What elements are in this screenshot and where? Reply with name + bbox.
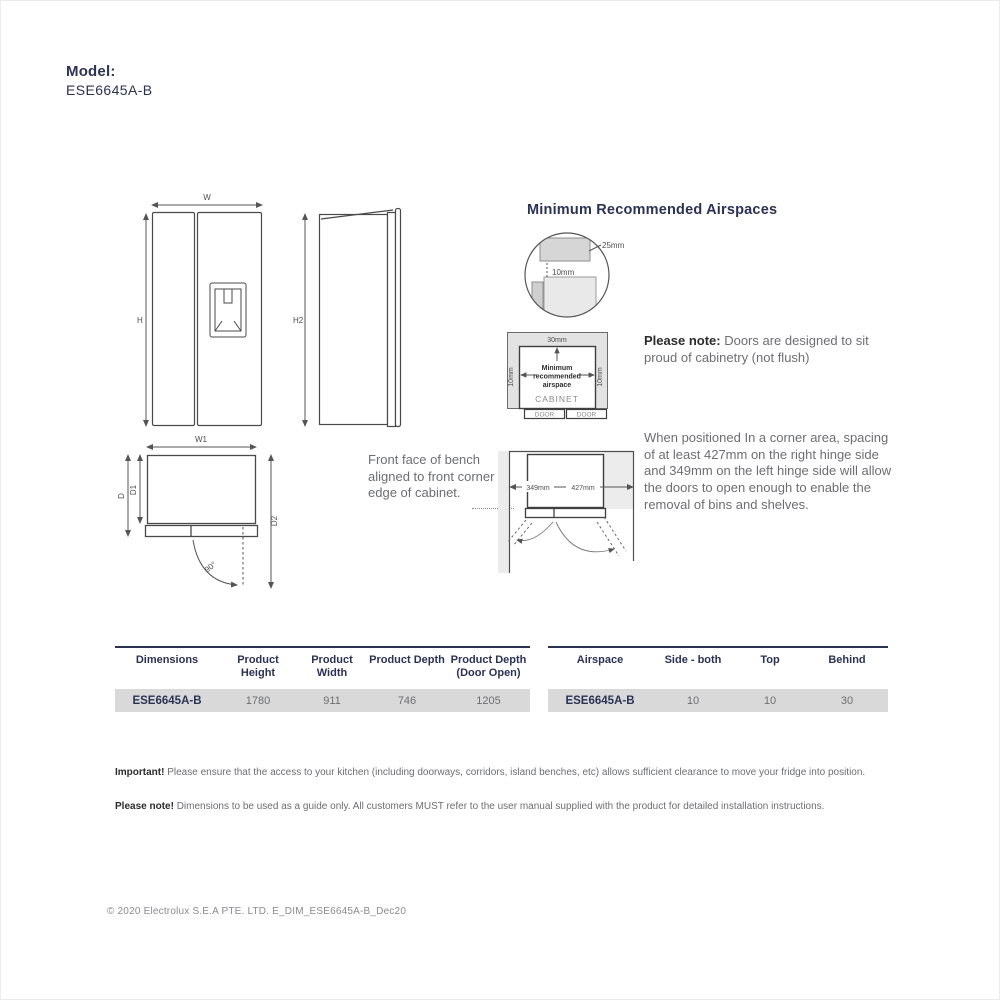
corner-placement-diagram bbox=[496, 443, 648, 600]
cell-height: 1780 bbox=[245, 694, 271, 707]
door-left-label: DOOR bbox=[534, 411, 555, 419]
left-spacing-label: 349mm bbox=[526, 485, 550, 492]
doors-note bbox=[644, 333, 902, 366]
cell-width: 911 bbox=[323, 694, 341, 707]
col-header: Side - both bbox=[664, 654, 722, 666]
depth2-label: D2 bbox=[270, 515, 279, 527]
guide-note bbox=[115, 801, 824, 812]
copyright-footer: © 2020 Electrolux S.E.A PTE. LTD. E_DIM_ESE6645A-B_Dec20 bbox=[107, 906, 407, 917]
col-header: Airspace bbox=[576, 654, 624, 666]
col-header: Product Depth (Door Open) bbox=[450, 654, 527, 679]
guide-text: Dimensions to be used as a guide only. All customers MUST refer to the user manual supplied with the product for detailed installation instructions. bbox=[173, 801, 825, 812]
col-header: Product Height bbox=[237, 654, 279, 679]
top-view-diagram bbox=[115, 433, 290, 603]
important-note bbox=[115, 767, 865, 778]
cabinet-label: CABINET bbox=[535, 394, 579, 404]
col-header: Product Width bbox=[311, 654, 353, 679]
left-wall-fill bbox=[498, 451, 509, 573]
col-header: Top bbox=[760, 654, 780, 666]
dimensions-table-header bbox=[115, 648, 530, 684]
fridge-doors bbox=[526, 509, 606, 518]
doors-note-text: Doors are designed to sit proud of cabinetry (not flush) bbox=[644, 333, 869, 365]
doors-note-label: Please note: bbox=[644, 333, 721, 348]
door-swing-arc bbox=[193, 540, 237, 585]
airspaces-title: Minimum Recommended Airspaces bbox=[527, 202, 778, 218]
dimensions-table-row bbox=[115, 689, 530, 712]
model-label: Model: bbox=[66, 63, 116, 80]
airspace-table-header bbox=[548, 648, 888, 684]
important-text: Please ensure that the access to your kitchen (including doorways, corridors, island benches, etc) allows sufficient clearance to move your fridge into position. bbox=[164, 767, 866, 778]
fridge-door-edge bbox=[532, 282, 543, 324]
svg-text:Minimum: Minimum bbox=[541, 365, 573, 372]
depth1-label: D1 bbox=[129, 484, 138, 496]
cell-depth-open: 1205 bbox=[476, 694, 501, 707]
cell-behind: 30 bbox=[840, 694, 854, 707]
airspace-detail-diagram bbox=[520, 226, 650, 330]
cabinet-airspace-diagram bbox=[504, 329, 614, 423]
cell-side: 10 bbox=[686, 694, 700, 707]
cabinet-top-gap: 30mm bbox=[547, 337, 567, 344]
side-height-label: H2 bbox=[293, 316, 304, 325]
col-header: Product Depth bbox=[369, 654, 445, 666]
model-header bbox=[66, 63, 153, 98]
guide-label: Please note! bbox=[115, 801, 174, 812]
cell-depth: 746 bbox=[397, 694, 417, 707]
fridge-plan-body bbox=[146, 456, 258, 537]
front-view-diagram bbox=[136, 190, 276, 436]
side-view-diagram bbox=[293, 190, 413, 436]
door-angle-label: 90° bbox=[202, 559, 219, 575]
airspace-table-row bbox=[548, 689, 888, 712]
cell-top: 10 bbox=[763, 694, 777, 707]
svg-text:airspace: airspace bbox=[542, 382, 572, 389]
right-spacing-label: 427mm bbox=[571, 485, 595, 492]
model-value: ESE6645A-B bbox=[66, 82, 153, 98]
fridge-side-body bbox=[320, 209, 401, 427]
top-width-label: W1 bbox=[195, 435, 207, 444]
cabinet-block bbox=[540, 238, 590, 261]
right-space-fill bbox=[604, 452, 633, 509]
col-header: Dimensions bbox=[135, 654, 199, 666]
bench-note: Front face of bench aligned to front corner edge of cabinet. bbox=[368, 452, 495, 501]
fridge-top bbox=[544, 277, 596, 325]
fridge-front-body bbox=[153, 213, 262, 426]
depth-label: D bbox=[117, 493, 126, 499]
cabinet-right-gap: 10mm bbox=[597, 367, 604, 387]
front-width-label: W bbox=[203, 193, 211, 202]
door-right-label: DOOR bbox=[576, 411, 597, 419]
important-label: Important! bbox=[115, 767, 165, 778]
svg-text:recommended: recommended bbox=[533, 373, 581, 381]
row-model: ESE6645A-B bbox=[132, 694, 202, 707]
top-clearance-label: 25mm bbox=[602, 241, 625, 250]
airspace-table bbox=[548, 646, 888, 712]
dimensions-table bbox=[115, 646, 530, 712]
corner-note: When positioned In a corner area, spacing of at least 427mm on the right hinge side and 349mm on the left hinge side will allow the doors to open enough to enable the removal of bins and shelves. bbox=[644, 430, 892, 512]
gap-label: 10mm bbox=[552, 268, 575, 277]
row-model: ESE6645A-B bbox=[565, 694, 635, 707]
cabinet-left-gap: 10mm bbox=[508, 367, 515, 387]
front-height-label: H bbox=[137, 316, 143, 325]
col-header: Behind bbox=[828, 654, 866, 666]
